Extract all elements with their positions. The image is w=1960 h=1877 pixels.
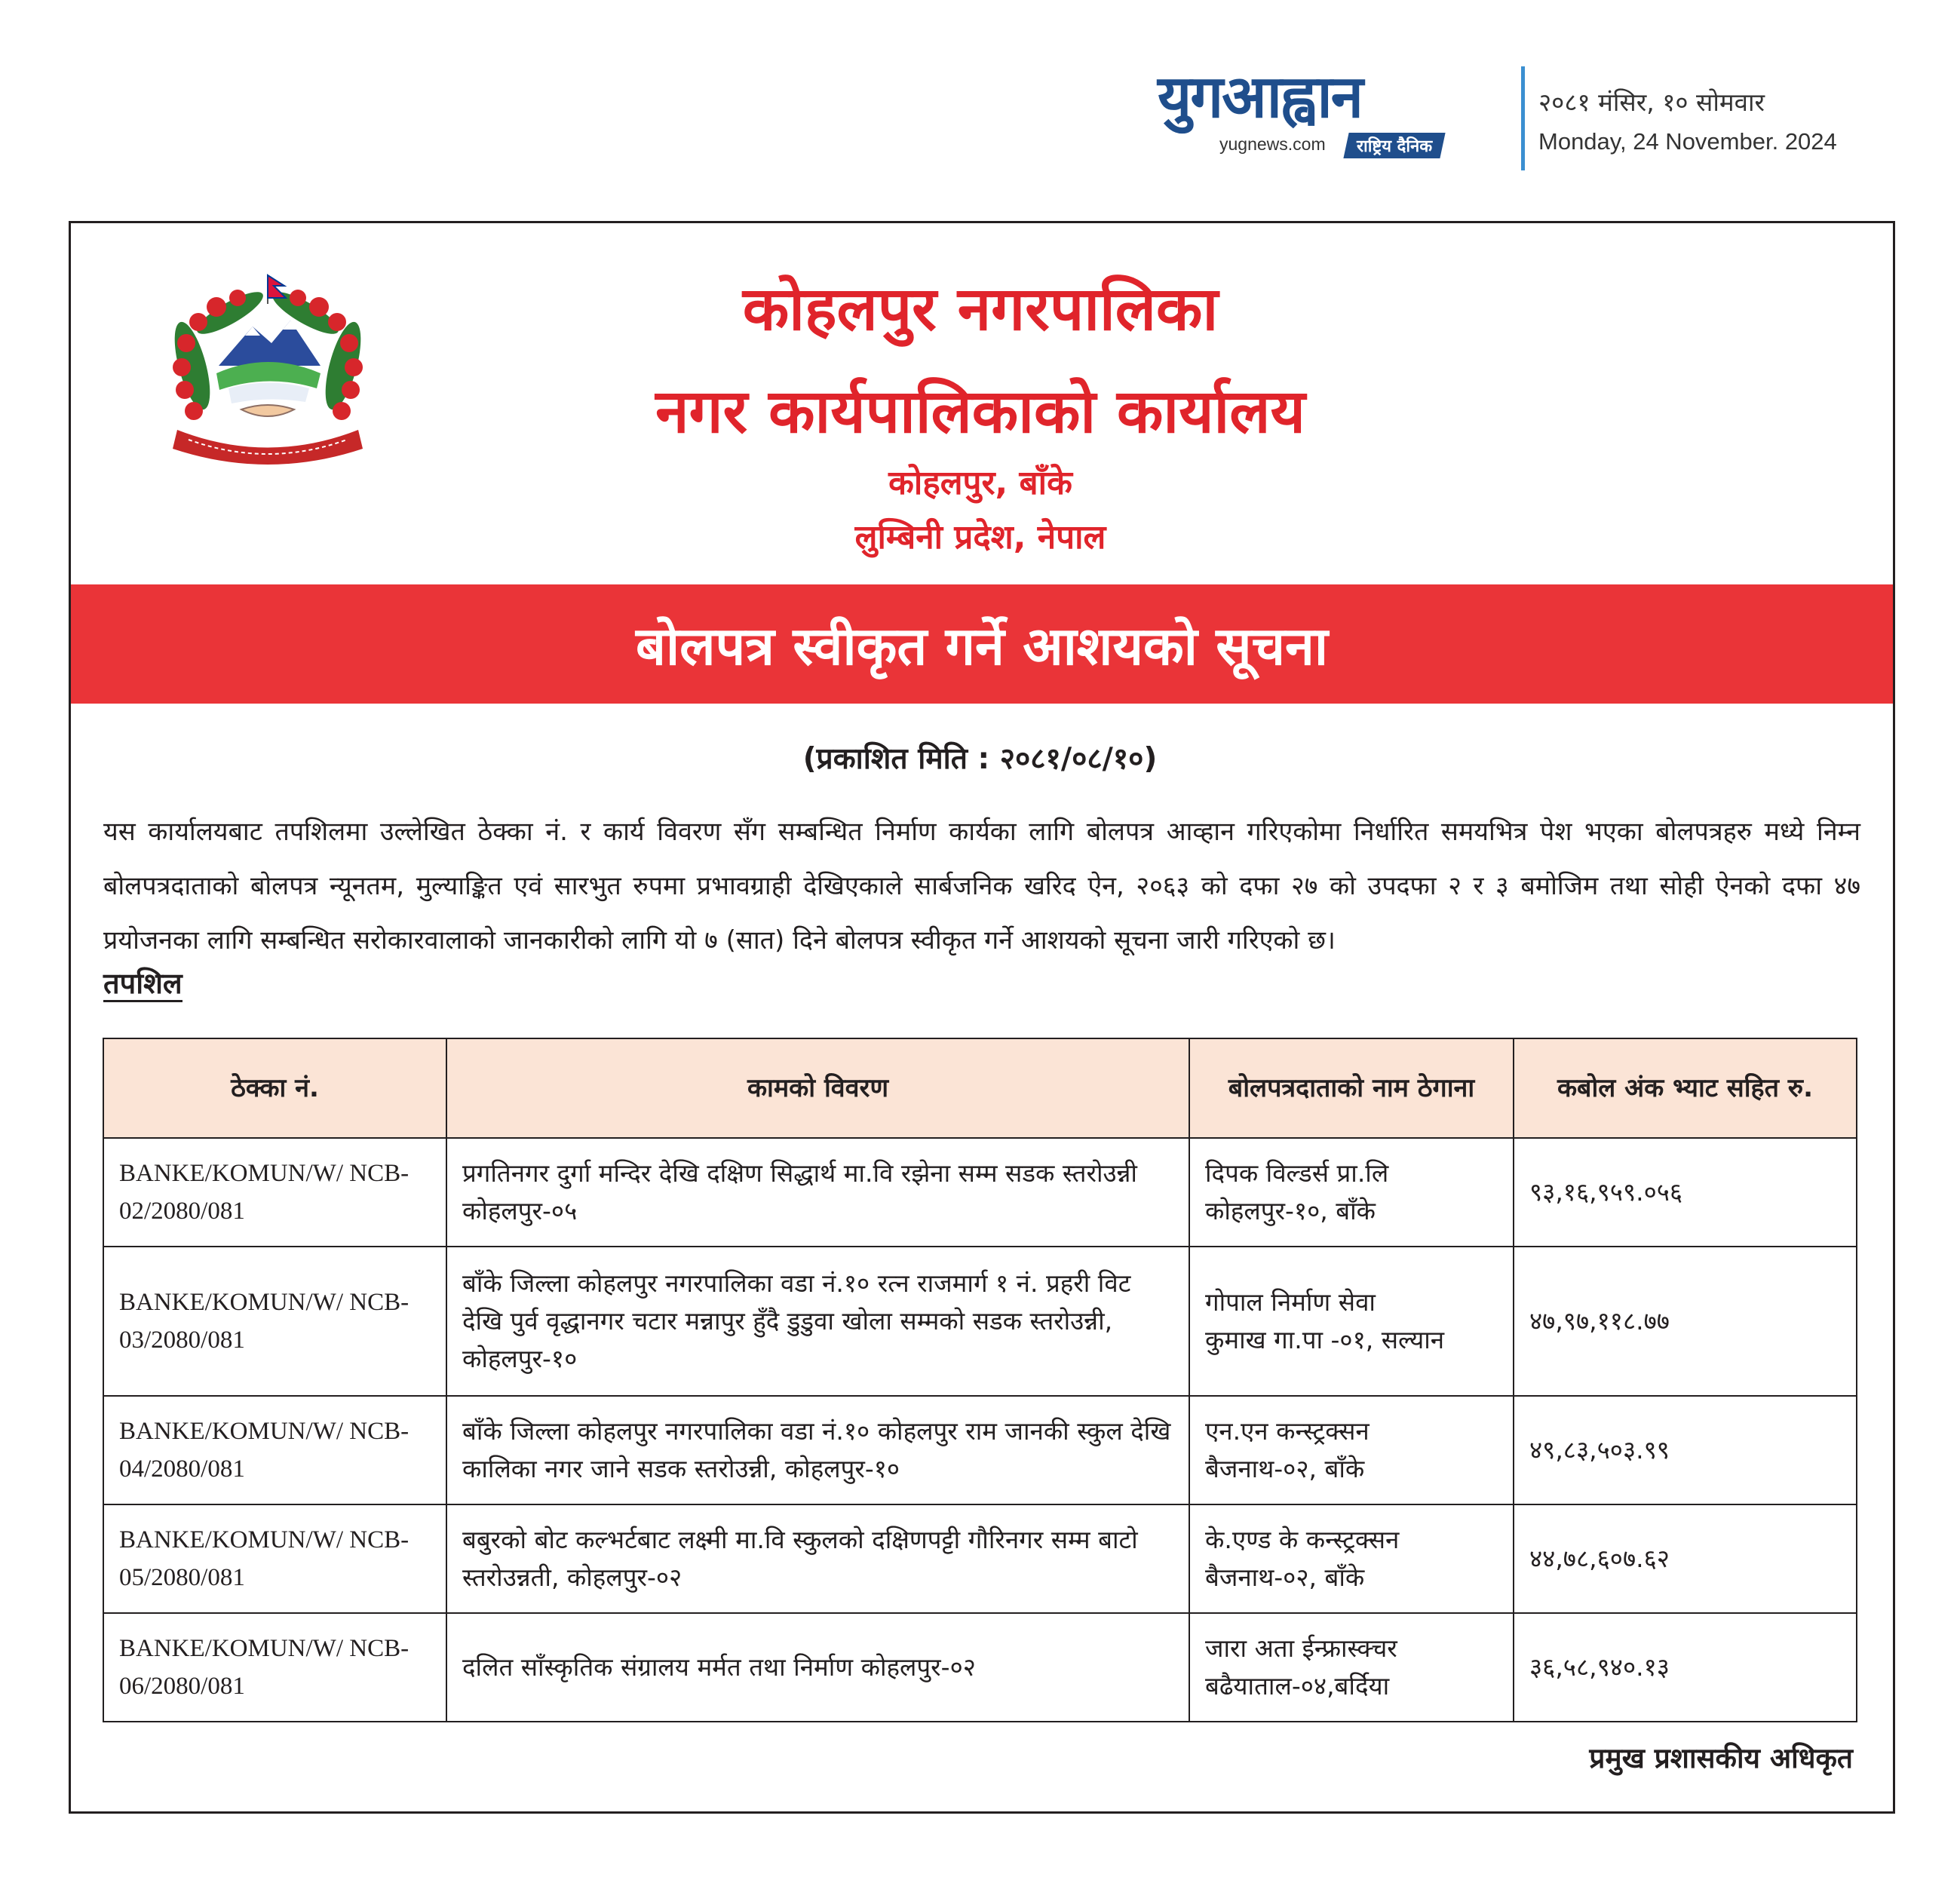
bidder-name: के.एण्ड के कन्स्ट्रक्सन [1205, 1525, 1400, 1554]
nepal-emblem-icon [147, 268, 388, 479]
schedule-heading: तपशिल [103, 967, 183, 1002]
bidder-address: बढैयाताल-०४,बर्दिया [1205, 1671, 1390, 1701]
bid-table [103, 1038, 1857, 1722]
cell-bidder [1189, 1138, 1514, 1247]
header-contract-no: ठेक्का नं. [103, 1038, 446, 1138]
cell-amount: ४९,८३,५०३.९९ [1514, 1396, 1857, 1504]
header-amount: कबोल अंक भ्याट सहित रु. [1514, 1038, 1857, 1138]
cell-description: प्रगतिनगर दुर्गा मन्दिर देखि दक्षिण सिद्धार्थ मा.वि रझेना सम्म सडक स्तरोउन्नी कोहलपुर-०५ [446, 1138, 1189, 1247]
header-description: कामको विवरण [446, 1038, 1189, 1138]
bidder-address: बैजनाथ-०२, बाँके [1205, 1563, 1365, 1592]
published-date: (प्रकाशित मिति : २०८१/०८/१०) [802, 742, 1158, 776]
office-name: नगर कार्यपालिकाको कार्यालय [655, 376, 1305, 446]
cell-description: बबुरको बोट कल्भर्टबाट लक्ष्मी मा.वि स्कुलको दक्षिणपट्टी गौरिनगर सम्म बाटो स्तरोउन्नती, कोहलपुर-०२ [446, 1504, 1189, 1613]
table-row [103, 1613, 1857, 1722]
cell-amount: ९३,१६,९५९.०५६ [1514, 1138, 1857, 1247]
bidder-address: कोहलपुर-१०, बाँके [1205, 1196, 1376, 1225]
cell-amount: ४४,७८,६०७.६२ [1514, 1504, 1857, 1613]
table-row [103, 1396, 1857, 1504]
municipality-name: कोहलपुर नगरपालिका [742, 274, 1219, 344]
notice-title: बोलपत्र स्वीकृत गर्ने आशयको सूचना [635, 615, 1329, 677]
notice-title-banner [71, 584, 1893, 704]
issue-date-english: Monday, 24 November. 2024 [1538, 128, 1837, 155]
cell-description: दलित साँस्कृतिक संग्रालय मर्मत तथा निर्माण कोहलपुर-०२ [446, 1613, 1189, 1722]
bidder-name: गोपाल निर्माण सेवा [1205, 1287, 1376, 1317]
table-row [103, 1504, 1857, 1613]
issue-date-nepali: २०८१ मंसिर, १० सोमवार [1538, 87, 1765, 117]
cell-bidder [1189, 1396, 1514, 1504]
bidder-address: कुमाख गा.पा -०१, सल्यान [1205, 1325, 1445, 1354]
cell-contract-no: BANKE/KOMUN/W/ NCB-02/2080/081 [103, 1138, 446, 1247]
cell-bidder [1189, 1504, 1514, 1613]
masthead-divider [1521, 66, 1525, 170]
header-bidder: बोलपत्रदाताको नाम ठेगाना [1189, 1038, 1514, 1138]
bidder-address: बैजनाथ-०२, बाँके [1205, 1454, 1365, 1483]
cell-contract-no: BANKE/KOMUN/W/ NCB-06/2080/081 [103, 1613, 446, 1722]
table-row [103, 1138, 1857, 1247]
signatory-title: प्रमुख प्रशासकीय अधिकृत [1589, 1742, 1853, 1774]
bidder-name: दिपक विल्डर्स प्रा.लि [1205, 1158, 1389, 1188]
bidder-name: जारा अता ईन्फ्रास्क्चर [1205, 1633, 1397, 1663]
newspaper-masthead [1158, 63, 1505, 163]
cell-description: बाँके जिल्ला कोहलपुर नगरपालिका वडा नं.१० कोहलपुर राम जानकी स्कुल देखि कालिका नगर जाने सडक स्तरोउन्नी, कोहलपुर-१० [446, 1396, 1189, 1504]
notice-body: यस कार्यालयबाट तपशिलमा उल्लेखित ठेक्का नं. र कार्य विवरण सँग सम्बन्धित निर्माण कार्यका लागि बोलपत्र आव्हान गरिएकोमा निर्धारित समयभित्र पेश भएका बोलपत्रहरु मध्ये निम्न बोलपत्रदाताको बोलपत्र न्यूनतम, मुल्याङ्कित एवं सारभुत रुपमा प्रभावग्राही देखिएकाले सार्बजनिक खरिद ऐन, २०६३ को दफा २७ को उपदफा २ र ३ बमोजिम तथा सोही ऐनको दफा ४७ प्रयोजनका लागि सम्बन्धित सरोकारवालाको जानकारीको लागि यो ७ (सात) दिने बोलपत्र स्वीकृत गर्ने आशयको सूचना जारी गरिएको छ। [103, 817, 1860, 955]
table-row [103, 1247, 1857, 1396]
location-province: लुम्बिनी प्रदेश, नेपाल [854, 518, 1106, 557]
cell-contract-no: BANKE/KOMUN/W/ NCB-04/2080/081 [103, 1396, 446, 1504]
cell-bidder [1189, 1613, 1514, 1722]
location-district: कोहलपुर, बाँके [888, 464, 1072, 502]
newspaper-tagline-text: राष्ट्रिय दैनिक [1357, 137, 1433, 156]
newspaper-logo: युगआह्वान [1158, 63, 1362, 131]
table-header-row [103, 1038, 1857, 1138]
cell-amount: ४७,९७,११८.७७ [1514, 1247, 1857, 1396]
cell-description: बाँके जिल्ला कोहलपुर नगरपालिका वडा नं.१० रत्न राजमार्ग १ नं. प्रहरी विट देखि पुर्व वृद्धानगर चटार मन्नापुर हुँदै डुडुवा खोला सम्मको सडक स्तरोउन्नी, कोहलपुर-१० [446, 1247, 1189, 1396]
newspaper-website: yugnews.com [1219, 134, 1326, 154]
newspaper-tagline [1343, 133, 1445, 158]
cell-contract-no: BANKE/KOMUN/W/ NCB-03/2080/081 [103, 1247, 446, 1396]
bidder-name: एन.एन कन्स्ट्रक्सन [1205, 1416, 1370, 1446]
cell-amount: ३६,५८,९४०.१३ [1514, 1613, 1857, 1722]
cell-bidder [1189, 1247, 1514, 1396]
cell-contract-no: BANKE/KOMUN/W/ NCB-05/2080/081 [103, 1504, 446, 1613]
